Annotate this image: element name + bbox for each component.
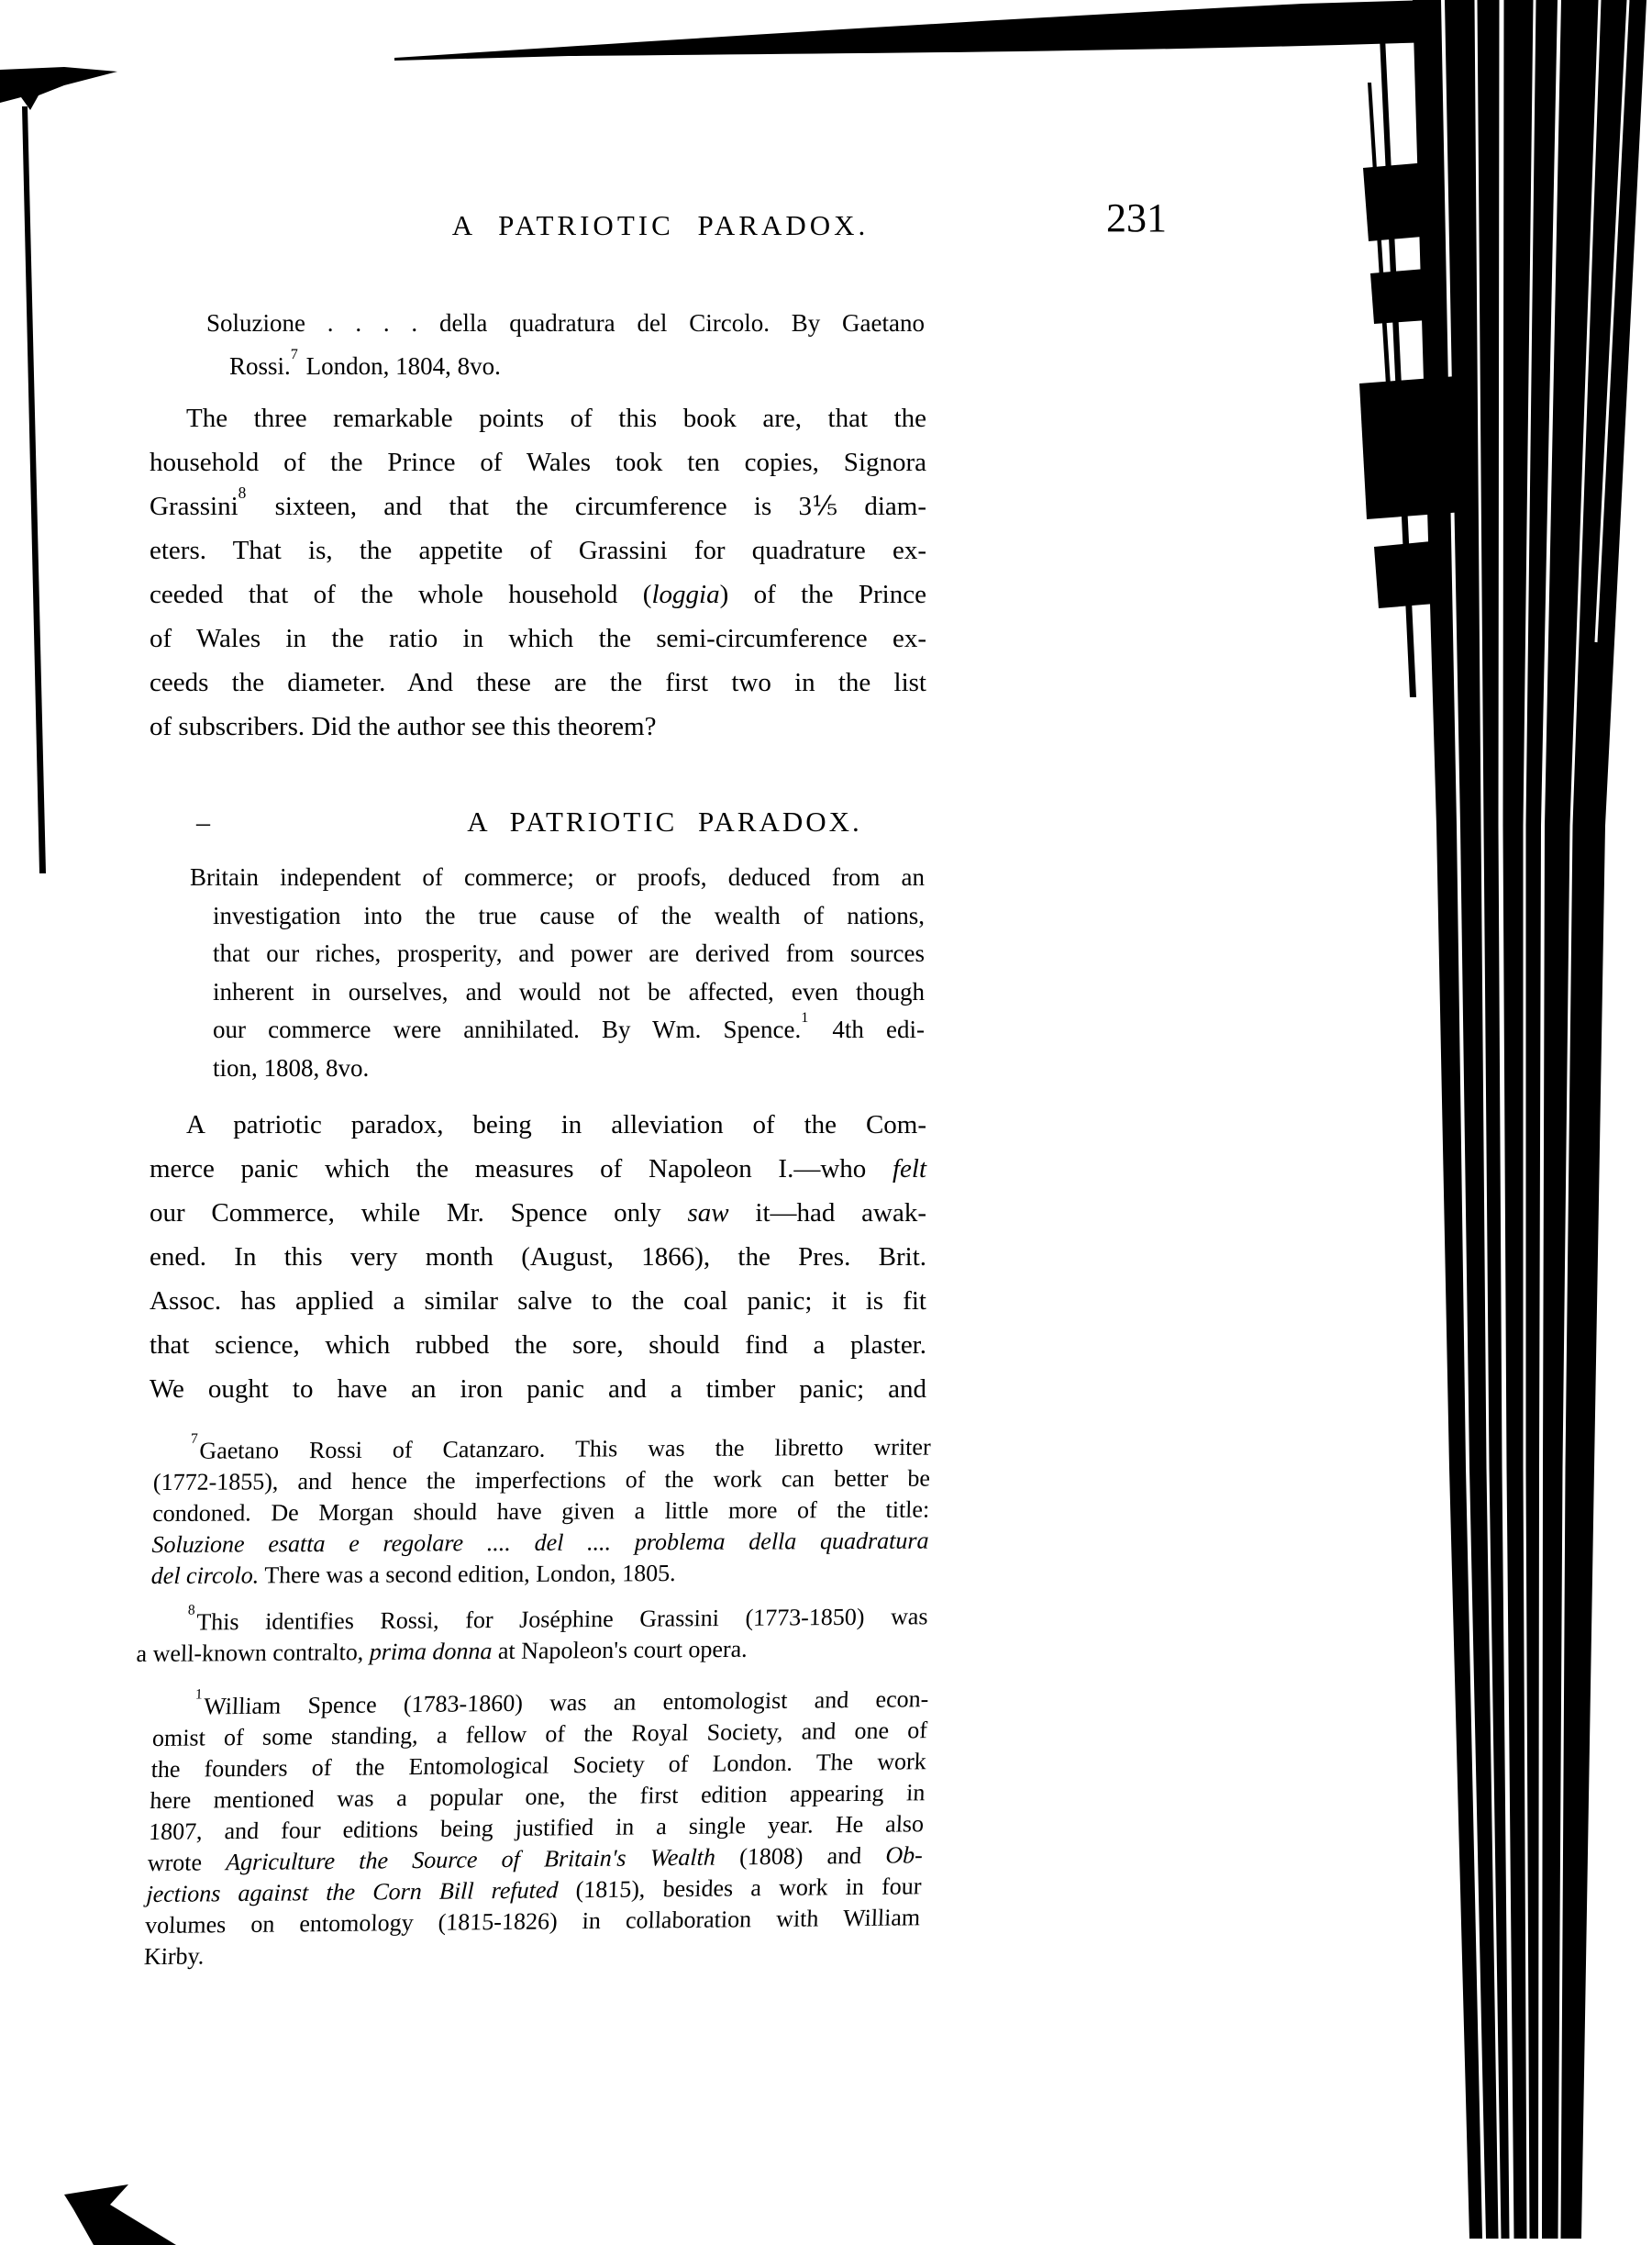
ink-blob — [1370, 268, 1440, 324]
text-line: of Wales in the ratio in which the semi-circumference ex- — [150, 624, 926, 653]
text-line: Soluzione esatta e regolare .... del .... problema della quadratura — [151, 1527, 929, 1559]
text-line: the founders of the Entomological Society of London. The work — [150, 1748, 927, 1784]
page-edge-thin-line — [1368, 83, 1391, 385]
text-line: Soluzione . . . . della quadratura del Circolo. By Gaetano — [206, 309, 925, 337]
top-edge-curve — [394, 0, 1431, 61]
text-line: tion, 1808, 8vo. — [213, 1053, 370, 1082]
text-line: wrote Agriculture the Source of Britain's Wealth (1808) and Ob- — [147, 1841, 924, 1877]
page-edge-streaks — [1413, 0, 1646, 2239]
page-gap-line — [1443, 0, 1484, 2239]
text-line: Kirby. — [143, 1942, 205, 1971]
page-gap-line — [1501, 0, 1512, 2239]
footnote-7 — [150, 1433, 931, 1602]
text-line: merce panic which the measures of Napoleon I.—who felt — [150, 1154, 926, 1184]
text-line: $^8$This identifies Rossi, for Joséphine Grassini (1773-1850) was — [187, 1602, 928, 1636]
text-line: del circolo. There was a second edition, London, 1805. — [150, 1560, 676, 1590]
text-line: 1807, and four editions being justified in a single year. He also — [148, 1810, 925, 1846]
text-line: ceeded that of the whole household (loggia) of the Prince — [150, 580, 926, 609]
text-line: $^7$Gaetano Rossi of Catanzaro. This was the libretto writer — [190, 1431, 931, 1464]
text-line: The three remarkable points of this book are, that the — [186, 404, 926, 433]
text-line: a well-known contralto, prima donna at Napoleon's court opera. — [136, 1635, 748, 1668]
page-gap-line — [1559, 0, 1600, 2239]
text-line: our commerce were annihilated. By Wm. Spence.$^1$ 4th edi- — [213, 1008, 926, 1043]
text-line: here mentioned was a popular one, the first edition appearing in — [149, 1779, 926, 1815]
bibliography-entry-rossi — [206, 308, 925, 400]
text-line: Grassini$^8$ sixteen, and that the circumference is 3⅕ diam- — [150, 483, 926, 521]
corner-arrow-mark-bottom — [64, 2184, 176, 2245]
text-line: (1772-1855), and hence the imperfections of the work can better be — [152, 1464, 931, 1496]
left-edge-line — [22, 106, 46, 873]
text-line: volumes on entomology (1815-1826) in collaboration with William — [144, 1904, 921, 1939]
text-line: of subscribers. Did the author see this theorem? — [150, 712, 657, 741]
text-line: jections against the Corn Bill refuted (1815), besides a work in four — [146, 1873, 923, 1908]
ink-blob — [1363, 161, 1443, 241]
footnote-1 — [143, 1684, 929, 1986]
text-line: our Commerce, while Mr. Spence only saw it—had awak- — [150, 1198, 926, 1228]
stray-dash-mark: – — [196, 807, 210, 838]
footnote-8 — [136, 1602, 928, 1682]
text-line: condoned. De Morgan should have given a little more of the title: — [151, 1495, 930, 1528]
corner-arrow-mark — [0, 67, 117, 110]
text-line: $^1$William Spence (1783-1860) was an entomologist and econ- — [194, 1685, 929, 1720]
paragraph-remarkable-points — [150, 402, 926, 769]
text-line: inherent in ourselves, and would not be affected, even though — [213, 977, 925, 1006]
text-line: Rossi.$^7$ London, 1804, 8vo. — [229, 345, 501, 380]
text-line: household of the Prince of Wales took ten copies, Signora — [150, 448, 926, 477]
page-gap-line — [1476, 0, 1500, 2239]
running-head: A PATRIOTIC PARADOX. — [451, 209, 870, 241]
page-edge-thin-line — [1380, 37, 1416, 697]
paragraph-patriotic-paradox — [150, 1108, 926, 1429]
text-line: eters. That is, the appetite of Grassini for quadrature ex- — [150, 536, 926, 565]
text-line: ened. In this very month (August, 1866), the Pres. Brit. — [150, 1242, 926, 1272]
page-gap-line — [1540, 0, 1559, 2239]
text-line: that science, which rubbed the sore, should find a plaster. — [150, 1330, 926, 1360]
ink-blob — [1374, 541, 1435, 608]
section-heading: A PATRIOTIC PARADOX. — [467, 806, 862, 838]
text-line: ceeds the diameter. And these are the first two in the list — [150, 668, 926, 697]
bibliography-entry-spence — [190, 862, 925, 1101]
text-line: omist of some standing, a fellow of the Royal Society, and one of — [151, 1717, 928, 1752]
page-number: 231 — [1106, 195, 1167, 240]
text-line: Assoc. has applied a similar salve to the coal panic; it is fit — [150, 1286, 926, 1316]
page-gap-line — [1596, 0, 1628, 642]
text-line: A patriotic paradox, being in alleviation of the Com- — [186, 1110, 926, 1139]
text-line: that our riches, prosperity, and power are derived from sources — [213, 939, 925, 967]
ink-blob — [1359, 376, 1463, 519]
text-line: Britain independent of commerce; or proofs, deduced from an — [190, 863, 925, 891]
page-gap-line — [1524, 0, 1535, 2239]
text-line: We ought to have an iron panic and a timber panic; and — [150, 1374, 926, 1404]
text-line: investigation into the true cause of the wealth of nations, — [213, 901, 925, 929]
